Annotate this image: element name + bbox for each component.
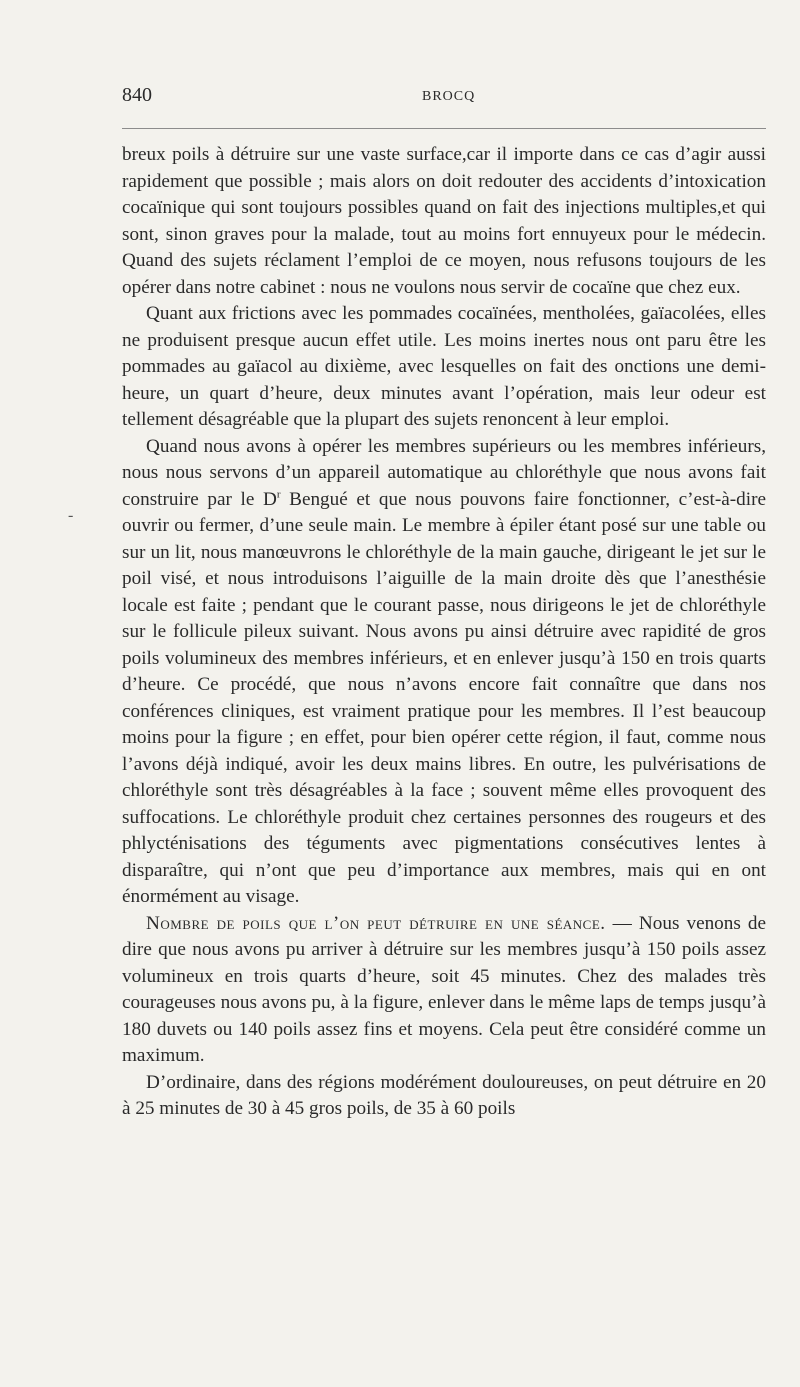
running-head: BROCQ bbox=[422, 89, 476, 104]
paragraph-4 bbox=[122, 911, 766, 1070]
paragraph-3-part-b: Bengué et que nous pouvons faire fonctionner, c’est-à-dire ouvrir ou fermer, d’une seule main. Le membre à épiler étant posé sur une table ou sur un lit, nous manœuvrons le chloréthyle de la main gauche, dirigeant le jet sur le poil visé, et nous introduisons l’aiguille de la main droite dès que l’anesthésie locale est faite ; pendant que le courant passe, nous dirigeons le jet de chloréthyle sur le follicule pileux suivant. Nous avons pu ainsi détruire avec rapidité de gros poils volumineux des membres inférieurs, et en enlever jusqu’à 150 en trois quarts d’heure. Ce procédé, que nous n’avons encore fait connaître que dans nos conférences cliniques, est vraiment pratique pour les membres. Il l’est beaucoup moins pour la figure ; en effet, pour bien opérer cette région, il faut, comme nous l’avons déjà indiqué, avoir les deux mains libres. En outre, les pulvérisations de chloréthyle sont très désagréables à la face ; souvent même elles provoquent des suffocations. Le chloréthyle produit chez certaines personnes des rougeurs et des phlycténisations des téguments avec pigmentations consécutives lentes à disparaître, qui n’ont que peu d’importance aux membres, mais qui en ont énormément au visage. bbox=[122, 488, 766, 907]
doctor-abbrev-superscript: r bbox=[276, 488, 281, 501]
paragraph-2: Quant aux frictions avec les pommades cocaïnées, mentholées, gaïacolées, elles ne produisent presque aucun effet utile. Les moins inertes nous ont paru être les pommades au gaïacol au dixième, avec lesquelles on fait des onctions une demi-heure, un quart d’heure, deux minutes avant l’opération, mais leur odeur est tellement désagréable que la plupart des sujets renoncent à leur emploi. bbox=[122, 303, 766, 430]
heading-dash: — bbox=[605, 912, 639, 934]
paragraph-4-text: Nous venons de dire que nous avons pu arriver à détruire sur les membres jusqu’à 150 poils assez volumineux en trois quarts d’heure, soit 45 minutes. Chez des malades très courageuses nous avons pu, à la figure, enlever dans le même laps de temps jusqu’à 180 duvets ou 140 poils assez fins et moyens. Cela peut être considéré comme un maximum. bbox=[122, 912, 767, 1066]
margin-mark: - bbox=[68, 507, 74, 524]
section-heading: Nombre de poils que l’on peut détruire en une séance. bbox=[146, 912, 606, 934]
page-header bbox=[122, 84, 766, 114]
paragraph-5: D’ordinaire, dans des régions modérément douloureuses, on peut détruire en 20 à 25 minutes de 30 à 45 gros poils, de 35 à 60 poils bbox=[122, 1071, 766, 1119]
paragraph-3 bbox=[122, 434, 766, 911]
paragraph-3-part-a: Quand nous avons à opérer les membres supérieurs ou les membres inférieurs, nous nous servons d’un appareil automatique au chloréthyle que nous avons fait construire par le D bbox=[122, 435, 766, 510]
page-number: 840 bbox=[122, 84, 152, 106]
body-text bbox=[122, 142, 766, 1123]
header-rule bbox=[122, 128, 766, 129]
paragraph-1: breux poils à détruire sur une vaste surface,car il importe dans ce cas d’agir aussi rapidement que possible ; mais alors on doit redouter des accidents d’intoxication cocaïnique qui sont toujours possibles quand on fait des injections multiples,et qui sont, sinon graves pour la malade, tout au moins fort ennuyeux pour le médecin. Quand des sujets réclament l’emploi de ce moyen, nous refusons toujours de les opérer dans notre cabinet : nous ne voulons nous servir de cocaïne que chez eux. bbox=[122, 144, 766, 298]
